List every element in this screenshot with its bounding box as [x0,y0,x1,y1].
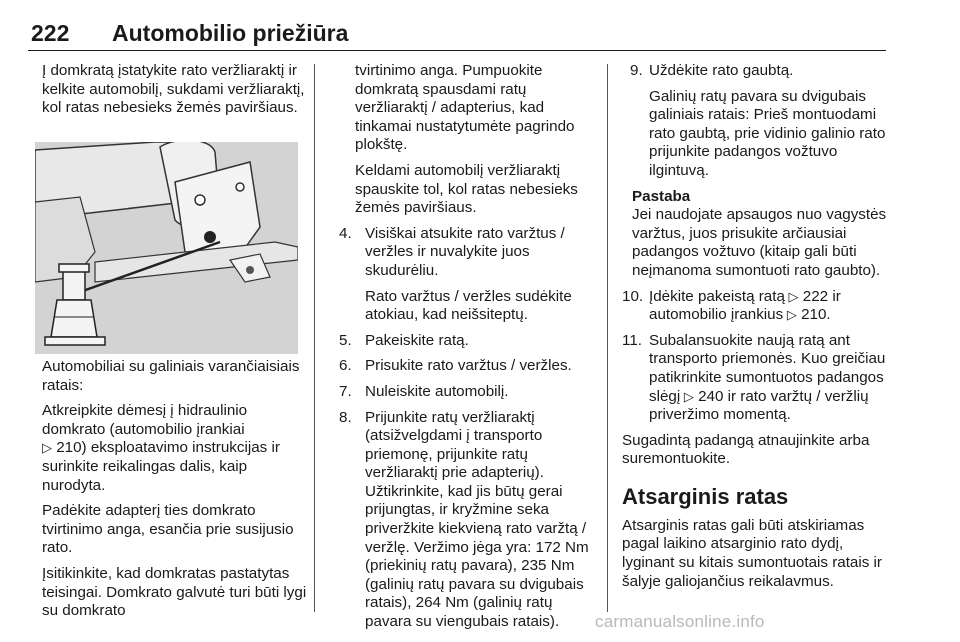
reference-arrow-icon: ▷ [784,288,799,304]
column-divider-1 [314,64,315,612]
lift-paragraph: Keldami automobilį veržliaraktį spauskite tol, kol ratas nebesieks žemės paviršiaus. [355,161,578,217]
jack-under-axle-icon [35,142,298,354]
page-title: Automobilio priežiūra [112,20,349,46]
reference-arrow-icon: ▷ [680,388,694,404]
list-item: 11. Subalansuokite naują ratą ant transporto priemonės. Kuo greičiau patikrinkite sumontuotos padangos slėgį ▷ 240 ir rato varžtų / veržlių priveržimo momentą. [622,331,886,424]
steps-list [339,225,601,632]
note-text: Jei naudojate apsaugos nuo vagystės varžtus, juos prisukite arčiausiai padangos vožtuvo (kitaip gali būti neįmanoma sumontuoti rato gaubto). [632,206,887,279]
repair-paragraph: Sugadintą padangą atnaujinkite arba suremontuokite. [622,431,870,468]
list-item: 6. Prisukite rato varžtus / veržles. [339,357,572,375]
reference-arrow-icon: ▷ [42,440,52,456]
column-divider-2 [607,64,608,612]
jack-position-paragraph: Įsitikinkite, kad domkratas pastatytas teisingai. Domkrato galvutė turi būti lygi su domkrato [42,564,307,620]
column-1 [42,62,307,125]
note-title: Pastaba [632,187,691,205]
intro-paragraph: Į domkratą įstatykite rato veržliaraktį ir kelkite automobilį, sukdami veržliaraktį, kol ratas nebesieks žemės paviršiaus. [42,62,305,117]
section-heading: Atsarginis ratas [622,483,789,509]
reference-arrow-icon: ▷ [783,307,797,323]
note-box [622,188,894,281]
column-2 [339,62,601,639]
list-item: 8. Prijunkite ratų veržliaraktį (atsižvelgdami į transporto priemonę, prijunkite ratų veržliaraktį prie adapterių). Užtikrinkite, kad jis būtų gerai prijungtas, ir kryžmine seka priveržkite kiekvieną rato varžtą / veržlę. Veržimo jėga yra: 172 Nm (priekinių ratų pavara), 235 Nm (galinių ratų pavara su dvigubais ratais), 264 Nm (galinių ratų pavara su viengubais ratais). [339,408,589,631]
list-item: 9. Uždėkite rato gaubtą. Galinių ratų pavara su dvigubais galiniais ratais: Prieš montuodami rato gaubtą, prie vidinio galinio rato prijunkite padangos vožtuvo ilgintuvą. [630,62,886,179]
list-item: 4. Visiškai atsukite rato varžtus / veržles ir nuvalykite juos skudurėliu. Rato varžtus / veržles sudėkite atokiau, kad neišsiteptų. [339,224,572,324]
steps-list-continued [622,62,894,181]
hydraulic-jack-paragraph: Atkreipkite dėmesį į hidraulinio domkrato (automobilio įrankiai ▷ 210) eksploatavimo instrukcijas ir surinkite reikalingas dalis, kaip nurodyta. [42,402,280,494]
list-item: 7. Nuleiskite automobilį. [339,382,509,400]
page-number: 222 [31,20,70,46]
adapter-paragraph: Padėkite adapterį ties domkrato tvirtinimo anga, esančia prie susijusio rato. [42,502,294,557]
list-item: 10. Įdėkite pakeistą ratą ▷ 222 ir automobilio įrankius ▷ 210. [622,287,841,324]
continued-paragraph: tvirtinimo anga. Pumpuokite domkratą spausdami ratų veržliaraktį / adapterius, kad tinkamai nustatytumėte pagrindo plokštę. [355,62,575,154]
section-paragraph: Atsarginis ratas gali būti atskiriamas pagal laikino atsarginio rato dydį, lyginant su kitais sumontuotais ratais ir šalyje galiojančius reikalavmus. [622,516,882,590]
steps-list-final [622,288,894,425]
page-header [28,20,886,51]
watermark-text: carmanualsonline.info [595,612,765,631]
car-jack-illustration [35,142,298,354]
list-item: 5. Pakeiskite ratą. [339,331,469,349]
column-3 [622,62,894,598]
column-1-lower [42,358,307,628]
rear-wheel-drive-heading: Automobiliai su galiniais varančiaisiais ratais: [42,358,300,394]
